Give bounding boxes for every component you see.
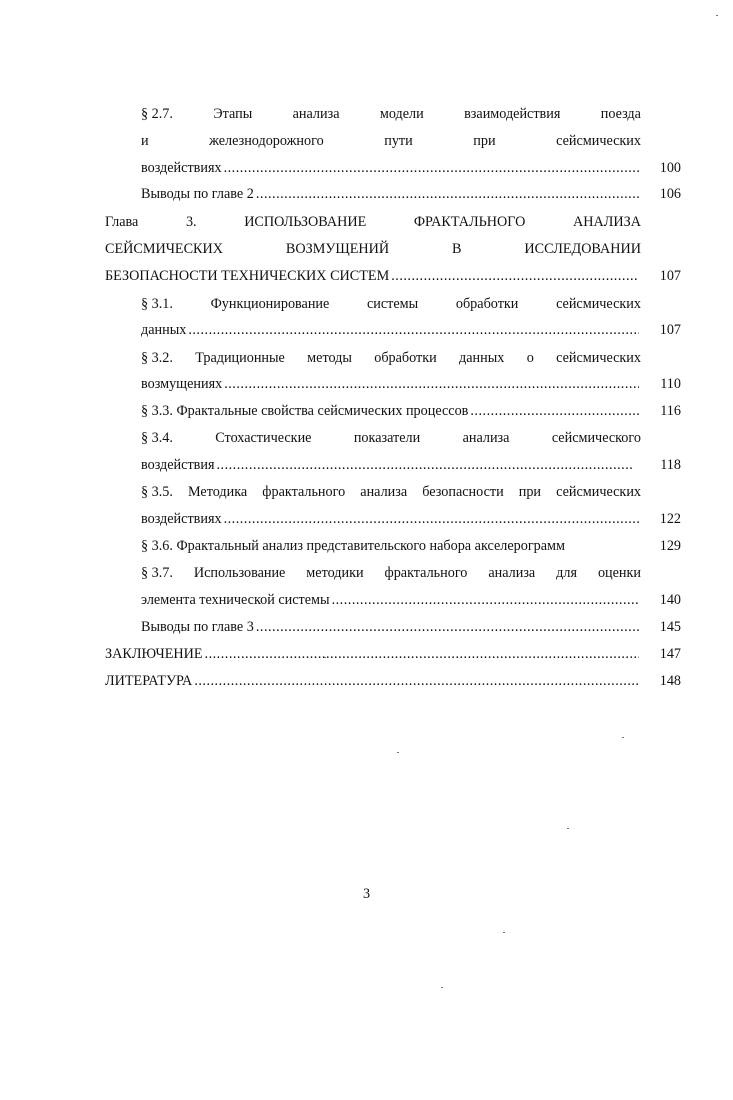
toc-3-4-page: 118 [660, 457, 681, 473]
toc-3-5-line2: воздействиях ..... [141, 509, 641, 529]
toc-conclusions-3: Выводы по главе 3 ..... [141, 617, 641, 637]
toc-3-1-page: 107 [659, 322, 681, 338]
toc-3-1-line2: данных ..... [141, 320, 641, 340]
scan-speck [716, 15, 718, 16]
toc-3-6: § 3.6. Фрактальный анализ представительского набора акселерограмм [141, 538, 565, 554]
toc-literature-page: 148 [659, 673, 681, 689]
toc-chapter-3-line3: БЕЗОПАСНОСТИ ТЕХНИЧЕСКИХ СИСТЕМ ..... [105, 266, 641, 286]
toc-2-7-line1: § 2.7. Этапы анализа модели взаимодействия поезда [141, 106, 641, 122]
toc-chapter-3-line2: СЕЙСМИЧЕСКИХ ВОЗМУЩЕНИЙ В ИССЛЕДОВАНИИ [105, 241, 641, 257]
toc-chapter-3-line1: Глава 3. ИСПОЛЬЗОВАНИЕ ФРАКТАЛЬНОГО АНАЛИЗА [105, 214, 641, 230]
toc-3-1-line1: § 3.1. Функционирование системы обработки сейсмических [141, 296, 641, 312]
toc-3-5-line1: § 3.5. Методика фрактального анализа безопасности при сейсмических [141, 484, 641, 500]
toc-3-7-line2: элемента технической системы ..... [141, 590, 641, 610]
toc-conclusions-3-page: 145 [659, 619, 681, 635]
page-number: 3 [362, 886, 371, 902]
toc-3-7-page: 140 [659, 592, 681, 608]
toc-3-6-page: 129 [659, 538, 681, 554]
toc-chapter-3-page: 107 [659, 268, 681, 284]
scan-speck [567, 828, 569, 829]
scan-speck [441, 987, 443, 988]
toc-2-7-page: 100 [659, 160, 681, 176]
toc-conclusions-2-page: 106 [659, 186, 681, 202]
toc-2-7-line2: и железнодорожного пути при сейсмических [141, 133, 641, 149]
scan-speck [324, 657, 326, 658]
toc-3-5-page: 122 [659, 511, 681, 527]
scan-speck [622, 737, 624, 738]
toc-conclusions-2: Выводы по главе 2 ..... [141, 184, 641, 204]
toc-literature: ЛИТЕРАТУРА ..... [105, 671, 641, 691]
toc-conclusion-page: 147 [659, 646, 681, 662]
toc-3-2-line1: § 3.2. Традиционные методы обработки данных о сейсмических [141, 350, 641, 366]
toc-3-3: § 3.3. Фрактальные свойства сейсмических процессов ..... [141, 401, 641, 421]
toc-3-2-line2: возмущениях ..... [141, 374, 641, 394]
toc-conclusion: ЗАКЛЮЧЕНИЕ ..... [105, 644, 641, 664]
toc-3-7-line1: § 3.7. Использование методики фрактального анализа для оценки [141, 565, 641, 581]
toc-3-4-line2: воздействия ..... [141, 455, 635, 475]
scan-speck [397, 752, 399, 753]
toc-2-7-line3: воздействиях ..... [141, 158, 641, 178]
toc-3-4-line1: § 3.4. Стохастические показатели анализа сейсмического [141, 430, 641, 446]
toc-3-3-page: 116 [660, 403, 681, 419]
toc-3-2-page: 110 [660, 376, 681, 392]
scan-speck [503, 932, 505, 933]
